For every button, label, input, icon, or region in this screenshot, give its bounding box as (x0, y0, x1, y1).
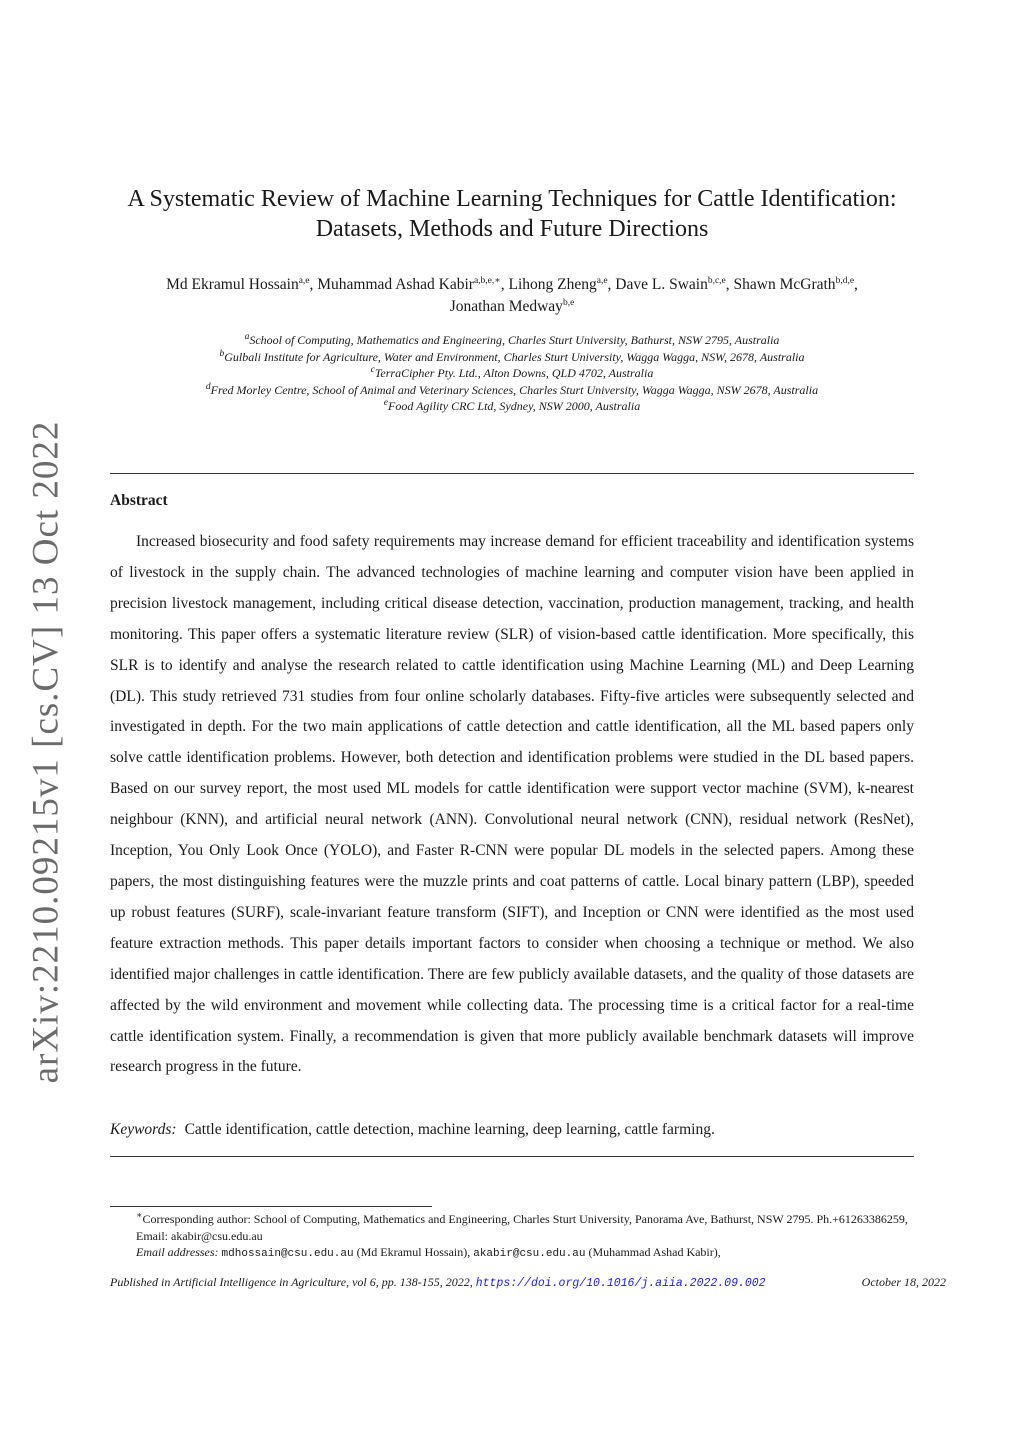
title-line-2: Datasets, Methods and Future Directions (315, 216, 709, 242)
paper-title (100, 184, 924, 244)
affiliation: $^d$Fred Morley Centre, School of Animal and Veterinary Sciences, Charles Sturt University, Wagga Wagga, NSW 2678, Australia (205, 381, 819, 397)
author-affiliation-mark: b,e (562, 297, 575, 308)
affiliation: $^e$Food Agility CRC Ltd, Sydney, NSW 2000, Australia (383, 398, 641, 413)
abstract-heading: Abstract (110, 492, 168, 509)
affiliation: $^a$School of Computing, Mathematics and Engineering, Charles Sturt University, Bathurst, NSW 2795, Australia (244, 332, 780, 347)
abstract-body: Increased biosecurity and food safety requirements may increase demand for efficient traceability and identification systems of livestock in the supply chain. The advanced technologies of machine learning and computer vision have been applied in precision livestock management, including critical disease detection, vaccination, production management, tracking, and health monitoring. This paper offers a systematic literature review (SLR) of vision-based cattle identification. More specifically, this SLR is to identify and analyse the research related to cattle identification using Machine Learning (ML) and Deep Learning (DL). This study retrieved 731 studies from four online scholarly databases. Fifty-five articles were subsequently selected and investigated in depth. For the two main applications of cattle detection and cattle identification, all the ML based papers only solve cattle identification problems. However, both detection and identification problems were studied in the DL based papers. Based on our survey report, the most used ML models for cattle identification were support vector machine (SVM), k-nearest neighbour (KNN), and artificial neural network (ANN). Convolutional neural network (CNN), residual network (ResNet), Inception, You Only Look Once (YOLO), and Faster R-CNN were popular DL models in the selected papers. Among these papers, the most distinguishing features were the muzzle prints and coat patterns of cattle. Local binary pattern (LBP), speeded up robust features (SURF), scale-invariant feature transform (SIFT), and Inception or CNN were identified as the most used feature extraction methods. This paper details important factors to consider when choosing a technique or method. We also identified major challenges in cattle identification. There are few publicly available datasets, and the quality of those datasets are affected by the wild environment and movement while collecting data. The processing time is a critical factor for a real-time cattle identification system. Finally, a recommendation is given that more publicly available benchmark datasets will improve research progress in the future. (110, 533, 914, 1076)
corresponding-author-note: ∗Corresponding author: School of Computing, Mathematics and Engineering, Charles Sturt University, Panorama Ave, Bathurst, NSW 2795. Ph.+61263386259, Email: akabir@csu.edu.au (136, 1211, 908, 1243)
affiliation-list (100, 332, 924, 415)
publication-info (110, 1275, 960, 1290)
author-affiliation-mark: b,d,e (835, 275, 855, 286)
doi-link[interactable]: https://doi.org/10.1016/j.aiia.2022.09.002 (475, 1277, 766, 1290)
keywords-label: Keywords: (110, 1121, 177, 1138)
affiliation: $^c$TerraCipher Pty. Ltd., Alton Downs, QLD 4702, Australia (370, 365, 654, 380)
author-name: Jonathan Medway (449, 298, 563, 315)
email-addresses: Email addresses: mdhossain@csu.edu.au (Md Ekramul Hossain), akabir@csu.edu.au (Muhammad Ashad Kabir), (136, 1245, 721, 1260)
publication-text: Published in Artificial Intelligence in Agriculture, vol 6, pp. 138-155, 2022, (110, 1275, 473, 1289)
footnote (110, 1211, 914, 1263)
keywords-text: Cattle identification, cattle detection, machine learning, deep learning, cattle farming. (184, 1121, 715, 1138)
author-name: Md Ekramul Hossain (166, 276, 299, 293)
arxiv-identifier: arXiv:2210.09215v1 [cs.CV] 13 Oct 2022 (25, 420, 67, 1084)
author-affiliation-mark: a,e (298, 275, 310, 286)
email-link[interactable]: akabir@csu.edu.au (473, 1248, 586, 1260)
author-name: Lihong Zheng (508, 276, 597, 293)
author-affiliation-mark: a,b,e,∗ (473, 275, 501, 286)
author-affiliation-mark: b,c,e (707, 275, 726, 286)
author-affiliation-mark: a,e (596, 275, 608, 286)
abstract-bottom-divider (110, 1156, 914, 1157)
abstract-top-divider (110, 473, 914, 474)
email-link[interactable]: mdhossain@csu.edu.au (221, 1248, 354, 1260)
title-line-1: A Systematic Review of Machine Learning Techniques for Cattle Identification: (127, 186, 897, 212)
author-name: Muhammad Ashad Kabir (317, 276, 474, 293)
author-name: Shawn McGrath (733, 276, 836, 293)
author-list: Md Ekramul Hossain$^{a,e}$, Muhammad Ashad Kabir$^{a,b,e,∗}$, Lihong Zheng$^{a,e}$, Dave L. Swain$^{b,c,e}$, Shawn McGrath$^{b,d,e}$, Jonathan Medway$^{b,e}$ (166, 275, 858, 315)
author-name: Dave L. Swain (615, 276, 708, 293)
keywords (110, 1119, 914, 1141)
publication-date: October 18, 2022 (861, 1275, 946, 1289)
footnote-divider (110, 1206, 432, 1207)
affiliation: $^b$Gulbali Institute for Agriculture, Water and Environment, Charles Sturt University, Wagga Wagga, NSW, 2678, Australia (219, 348, 805, 364)
